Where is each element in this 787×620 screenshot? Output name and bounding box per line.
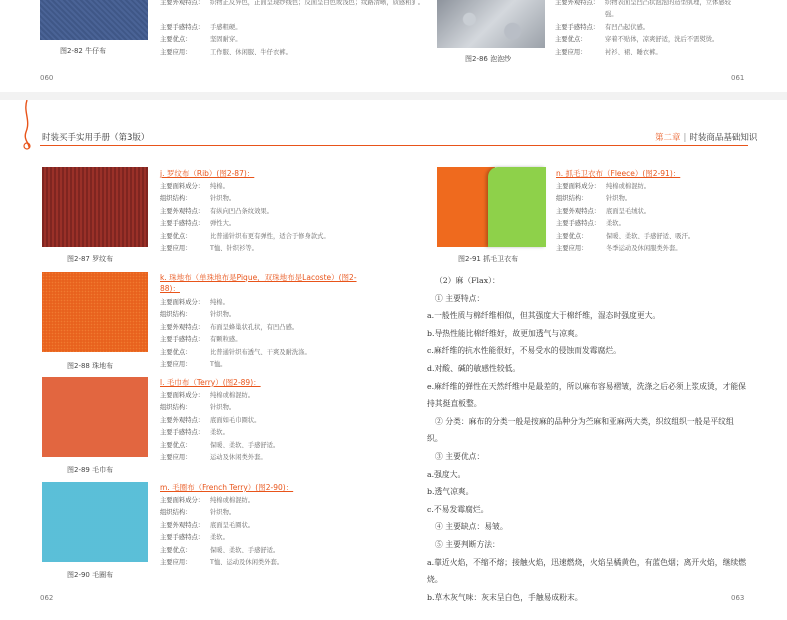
- prop-key: 主要面料成分：: [160, 497, 205, 504]
- body-line: ④ 主要缺点：易皱。: [435, 522, 508, 532]
- prop-key: 组织结构：: [160, 311, 192, 319]
- fabric-title: l. 毛巾布（Terry）(图2-89)：: [160, 378, 261, 387]
- prop-value: 织物正反异色，正面呈现纱线色；反面呈白色或浅色；纹路清晰，质感粗犷。: [210, 0, 425, 6]
- prop-key: 主要面料成分：: [160, 299, 205, 306]
- prop-value: 弹性大。: [210, 220, 236, 228]
- pique-fabric-swatch: [42, 272, 148, 352]
- prop-key: 主要外观特点：: [160, 207, 205, 215]
- prop-key: 主要面料成分：: [160, 183, 205, 190]
- prop-value: 有颗粒感。: [210, 336, 242, 344]
- body-line: ③ 主要优点：: [435, 451, 485, 461]
- prop-value: 柔软。: [210, 534, 229, 542]
- prop-key: 主要优点：: [160, 348, 192, 356]
- figure-caption: 图2-89 毛巾布: [67, 466, 114, 474]
- prop-key: 主要优点：: [555, 36, 587, 44]
- prop-value: 冬季运动及休闲服类外套。: [606, 245, 682, 253]
- body-line: b.草木灰气味：灰末呈白色，手触易成粉末。: [427, 592, 583, 602]
- figure-caption: 图2-90 毛圈布: [67, 571, 114, 579]
- body-line: ② 分类：麻布的分类一般是按麻的品种分为苎麻和亚麻两大类，织纹组织一般是平纹组织。: [427, 416, 734, 444]
- fabric-title: n. 抓毛卫衣布（Fleece）(图2-91)：: [556, 169, 681, 178]
- prop-key: 主要手感特点：: [556, 220, 601, 228]
- prop-list: [160, 390, 279, 464]
- prop-list: [160, 495, 283, 569]
- page-number: 060: [40, 74, 54, 82]
- body-line: ⑤ 主要判断方法：: [435, 539, 500, 549]
- prop-value: 纯棉或棉混纺。: [210, 497, 255, 504]
- prop-key: 组织结构：: [160, 509, 192, 517]
- prop-key: 主要手感特点：: [160, 534, 205, 542]
- prop-key: 主要手感特点：: [160, 336, 205, 344]
- page-number: 063: [731, 594, 745, 602]
- fabric-title: j. 罗纹布（Rib）(图2-87)：: [160, 169, 255, 178]
- prop-key: 主要外观特点：: [160, 521, 205, 529]
- prop-key: 组织结构：: [160, 404, 192, 412]
- prop-value: 底面呈毛圈状。: [210, 521, 255, 529]
- prop-key: 主要应用：: [555, 48, 587, 56]
- header-swirl-icon: [20, 100, 34, 154]
- prop-key: 主要优点：: [160, 232, 192, 240]
- prop-value: T恤、针织衫等。: [210, 245, 258, 253]
- prop-key: 主要应用：: [160, 48, 192, 56]
- prop-key: 组织结构：: [160, 195, 192, 203]
- body-line: a.靠近火焰，不缩不熔；接触火焰，迅速燃烧，火焰呈橘黄色，有蓝色烟；离开火焰，继续燃烧。: [427, 557, 746, 585]
- prop-key: 主要应用：: [160, 361, 192, 369]
- prop-list: [160, 181, 330, 255]
- prop-value: 运动及休闲类外套。: [210, 454, 267, 462]
- body-line: c.不易发霉腐烂。: [427, 504, 489, 514]
- prop-value: 保暖、柔软、手感舒适。: [210, 441, 280, 449]
- prop-value: 柔软。: [210, 429, 229, 437]
- prop-key: 主要应用：: [160, 245, 192, 253]
- prop-value: 有纵向凹凸条纹效果。: [210, 207, 273, 215]
- prop-value: 比普通针织布透气、干爽及耐洗涤。: [210, 348, 311, 356]
- prop-value: 针织物。: [606, 195, 632, 203]
- prop-key: 主要优点：: [160, 441, 192, 449]
- prop-value: 保暖、柔软、手感舒适、吸汗。: [606, 232, 695, 240]
- prop-value: T恤、运动及休闲类外套。: [210, 559, 284, 567]
- figure-caption: 图2-87 罗纹布: [67, 255, 114, 263]
- figure-caption: 图2-86 泡泡纱: [465, 55, 512, 63]
- prop-key: 主要应用：: [160, 559, 192, 567]
- section-heading: （2）麻（Flax）：: [435, 276, 500, 285]
- prop-key: 主要手感特点：: [160, 23, 205, 31]
- page-number: 062: [40, 594, 54, 602]
- chapter-header: [655, 131, 757, 143]
- prop-key: 主要外观特点：: [555, 0, 600, 6]
- prop-value: 底面如毛巾圈状。: [210, 416, 261, 424]
- body-line: d.对酸、碱的敏感性较低。: [427, 363, 521, 373]
- prop-value: 针织物。: [210, 195, 236, 203]
- body-line: a.一般性质与棉纤维相似，但其强度大于棉纤维，湿态时强度更大。: [427, 311, 661, 321]
- prop-value: 工作服、休闲服、牛仔衣裤。: [210, 48, 292, 56]
- flax-section: [427, 272, 749, 606]
- prop-value: 针织物。: [210, 311, 236, 319]
- denim-swatch: [40, 0, 148, 40]
- prop-value: 针织物。: [210, 404, 236, 412]
- prop-value: 穿着不贴体，凉爽舒适，洗后不需熨烫。: [605, 36, 719, 44]
- body-line: a.强度大。: [427, 469, 466, 479]
- prop-list: [555, 0, 735, 59]
- prop-value: 纯棉。: [210, 183, 229, 190]
- prop-value: T恤。: [210, 361, 227, 369]
- prop-key: 主要外观特点：: [160, 416, 205, 424]
- section-label: 时装商品基础知识: [689, 133, 758, 143]
- body-line: b.导热性能比棉纤维好，故更加透气与凉爽。: [427, 328, 583, 338]
- body-line: e.麻纤维的弹性在天然纤维中是最差的，所以麻布容易褶皱，洗涤之后必须上浆成烫，才能保持其挺直板整。: [427, 381, 746, 409]
- prop-value: 纯棉。: [210, 299, 229, 306]
- prop-value: 布面呈蜂巢状孔状，有凹凸感。: [210, 323, 299, 331]
- rib-fabric-swatch: [42, 167, 148, 247]
- prop-key: 主要应用：: [160, 454, 192, 462]
- prop-key: 主要手感特点：: [160, 429, 205, 437]
- prop-key: 主要应用：: [556, 245, 588, 253]
- prop-value: 织物表面呈凹凸状泡泡的造型肌理，立体感较强。: [605, 0, 731, 19]
- prop-list: [556, 181, 694, 255]
- prop-value: 比普通针织布更有弹性，适合于修身款式。: [210, 232, 330, 240]
- prop-key: 主要手感特点：: [555, 23, 600, 31]
- prop-key: 主要面料成分：: [160, 392, 205, 399]
- prop-value: 底面呈毛绒状。: [606, 207, 651, 215]
- figure-caption: 图2-82 牛仔布: [60, 47, 107, 55]
- prop-value: 柔软。: [606, 220, 625, 228]
- prop-key: 主要手感特点：: [160, 220, 205, 228]
- chapter-label: 第二章: [655, 133, 681, 143]
- prop-list: [160, 0, 424, 59]
- prop-key: 主要外观特点：: [556, 207, 601, 215]
- french-terry-fabric-swatch: [42, 482, 148, 562]
- prop-key: 主要优点：: [160, 546, 192, 554]
- prop-value: 保暖、柔软、手感舒适。: [210, 546, 280, 554]
- body-line: c.麻纤维的抗水性能很好，不易受水的侵蚀而发霉腐烂。: [427, 346, 621, 356]
- prop-value: 纯棉或棉混纺。: [606, 183, 651, 190]
- prop-value: 纯棉或棉混纺。: [210, 392, 255, 399]
- prop-key: 主要优点：: [160, 36, 192, 44]
- prop-key: 主要外观特点：: [160, 323, 205, 331]
- prop-value: 衬衫、裙、睡衣裤。: [605, 48, 662, 56]
- book-title: 时装买手实用手册（第3版）: [42, 133, 150, 143]
- body-line: b.透气凉爽。: [427, 487, 474, 497]
- fabric-title: m. 毛圈布（French Terry）(图2-90)：: [160, 483, 294, 492]
- page-number: 061: [731, 74, 745, 82]
- page-gap: [0, 92, 787, 100]
- prop-list: [160, 297, 311, 371]
- header-separator: |: [683, 133, 687, 143]
- terry-fabric-swatch: [42, 377, 148, 457]
- figure-caption: 图2-88 珠地布: [67, 362, 114, 370]
- body-line: ① 主要特点：: [435, 293, 485, 303]
- seersucker-swatch: [437, 0, 545, 48]
- figure-caption: 图2-91 抓毛卫衣布: [458, 255, 519, 263]
- prop-value: 手感粗硬。: [210, 23, 242, 31]
- prop-key: 主要外观特点：: [160, 0, 205, 6]
- fleece-fabric-swatch-green: [488, 167, 546, 247]
- prop-value: 针织物。: [210, 509, 236, 517]
- prop-value: 有凹凸起伏感。: [605, 23, 650, 31]
- prop-value: 坚固耐穿。: [210, 36, 242, 44]
- header-rule: [40, 145, 748, 146]
- prop-key: 主要优点：: [556, 232, 588, 240]
- prop-key: 主要面料成分：: [556, 183, 601, 190]
- prop-key: 组织结构：: [556, 195, 588, 203]
- fabric-title: k. 珠地布（单珠地布是Pique，双珠地布是Lacoste）(图2-88)：: [160, 273, 357, 293]
- fleece-fabric-swatch-orange: [437, 167, 495, 247]
